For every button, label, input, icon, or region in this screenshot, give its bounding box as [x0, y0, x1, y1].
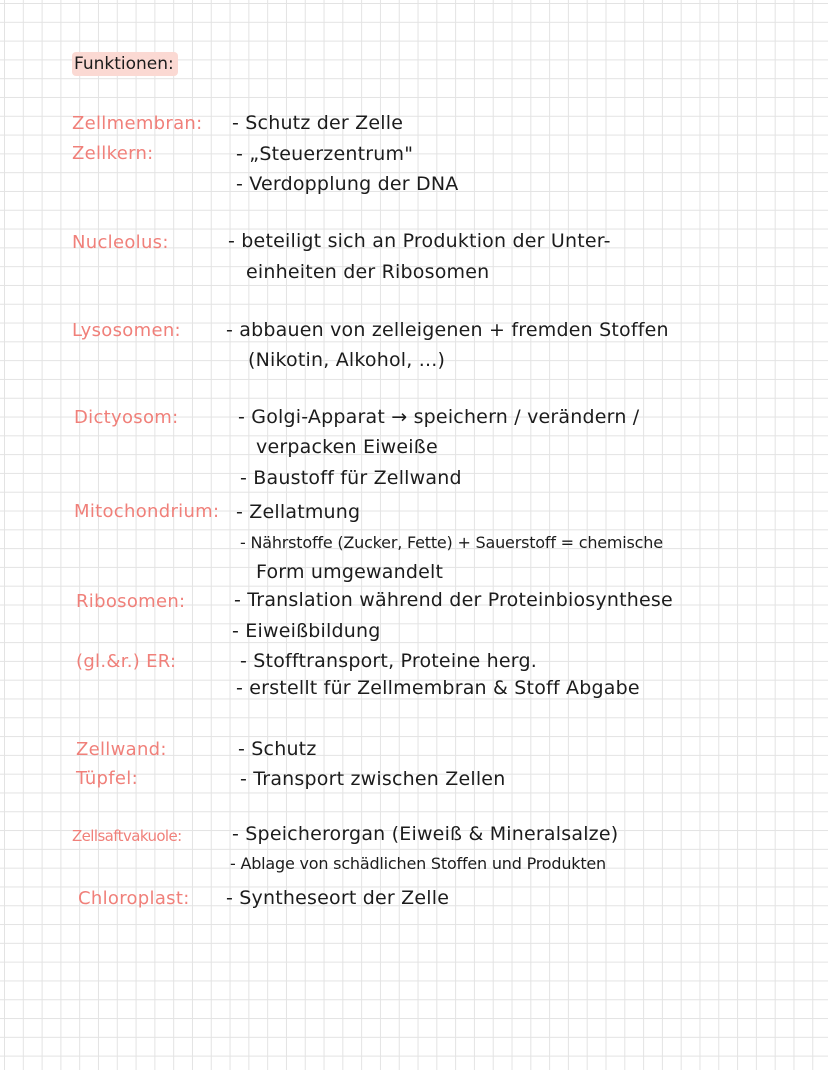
line-zellkern-2: - Verdopplung der DNA	[236, 173, 459, 195]
label-dictyosom: Dictyosom:	[74, 407, 179, 428]
line-lysosomen-2: (Nikotin, Alkohol, ...)	[248, 349, 446, 371]
line-zellsaftvakuole-2: - Ablage von schädlichen Stoffen und Produkten	[230, 854, 606, 873]
page-title: Funktionen:	[72, 52, 178, 76]
line-lysosomen-1: - abbauen von zelleigenen + fremden Stoffen	[226, 319, 669, 341]
label-chloroplast: Chloroplast:	[78, 888, 190, 909]
line-dictyosom-3: - Baustoff für Zellwand	[240, 467, 462, 489]
line-zellkern-1: - „Steuerzentrum"	[236, 143, 414, 165]
line-dictyosom-2: verpacken Eiweiße	[256, 436, 438, 458]
line-mitochondrium-3: Form umgewandelt	[256, 561, 444, 583]
line-er-1: - Stofftransport, Proteine herg.	[240, 650, 537, 672]
label-zellmembran: Zellmembran:	[72, 113, 203, 134]
label-nucleolus: Nucleolus:	[72, 232, 169, 253]
label-lysosomen: Lysosomen:	[72, 320, 181, 341]
label-zellsaftvakuole: Zellsaftvakuole:	[72, 827, 182, 845]
label-mitochondrium: Mitochondrium:	[74, 501, 220, 522]
line-nucleolus-1: - beteiligt sich an Produktion der Unter-	[228, 230, 611, 252]
line-er-2: - erstellt für Zellmembran & Stoff Abgabe	[236, 677, 640, 699]
line-tuepfel-1: - Transport zwischen Zellen	[240, 768, 506, 790]
line-zellsaftvakuole-1: - Speicherorgan (Eiweiß & Mineralsalze)	[232, 823, 619, 845]
label-ribosomen: Ribosomen:	[76, 591, 186, 612]
label-tuepfel: Tüpfel:	[76, 768, 138, 789]
line-mitochondrium-1: - Zellatmung	[236, 501, 361, 523]
label-zellkern: Zellkern:	[72, 143, 154, 164]
line-zellmembran-1: - Schutz der Zelle	[232, 112, 404, 134]
label-er: (gl.&r.) ER:	[76, 651, 177, 672]
line-ribosomen-2: - Eiweißbildung	[232, 620, 381, 642]
label-zellwand: Zellwand:	[76, 739, 167, 760]
line-chloroplast-1: - Syntheseort der Zelle	[226, 887, 450, 909]
line-nucleolus-2: einheiten der Ribosomen	[246, 261, 490, 283]
line-dictyosom-1: - Golgi-Apparat → speichern / verändern /	[238, 406, 640, 428]
line-zellwand-1: - Schutz	[238, 738, 317, 760]
line-ribosomen-1: - Translation während der Proteinbiosynthese	[234, 589, 673, 611]
line-mitochondrium-2: - Nährstoffe (Zucker, Fette) + Sauerstoff = chemische	[240, 533, 663, 552]
